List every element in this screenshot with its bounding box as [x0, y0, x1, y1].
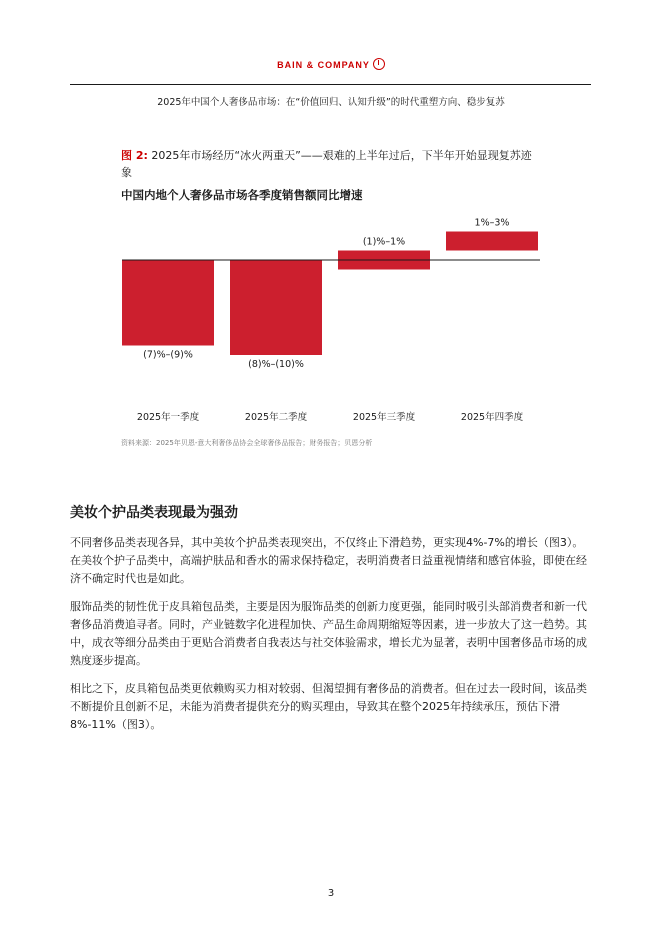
bar-value-label-2: (8)%–(10)%	[248, 359, 304, 370]
figure-caption-text: 2025年市场经历“冰火两重天”——艰难的上半年过后，下半年开始显现复苏迹象	[121, 149, 532, 179]
paragraph-apparel: 服饰品类的韧性优于皮具箱包品类，主要是因为服饰品类的创新力度更强，能同时吸引头部消费者和新一代奢侈品消费追寻者。同时，产业链数字化进程加快、产品生命周期缩短等因素，进一步放大了这一趋势。其中，成衣等细分品类由于更贴合消费者自我表达与社交体验需求，增长尤为显著，表明中国奢侈品市场的成熟度逐步提高。	[70, 600, 587, 667]
paragraph-leather-goods: 相比之下，皮具箱包品类更依赖购买力相对较弱、但渴望拥有奢侈品的消费者。但在过去一段时间，该品类不断提价且创新不足，未能为消费者提供充分的购买理由，导致其在整个2025年持续承压，预估下滑8%-11%（图3）。	[70, 682, 587, 731]
bar-2	[230, 260, 322, 355]
figure-label: 图 2:	[121, 149, 148, 162]
brand-name: BAIN & COMPANY	[277, 60, 370, 70]
running-title: 2025年中国个人奢侈品市场：在“价值回归、认知升级”的时代重塑方向、稳步复苏	[157, 97, 505, 108]
page-number: 3	[327, 888, 335, 899]
bar-value-label-4: 1%–3%	[474, 217, 510, 229]
category-label-3: 2025年三季度	[352, 412, 416, 423]
bar-1	[122, 260, 214, 346]
chart-source: 资料来源：2025年贝恩-意大利奢侈品协会全球奢侈品报告；财务报告；贝恩分析	[121, 439, 373, 447]
quarterly-growth-chart	[110, 212, 560, 432]
section-heading: 美妆个护品类表现最为强劲	[70, 505, 238, 521]
bar-4	[446, 232, 538, 251]
brand-logo	[0, 58, 662, 70]
figure-caption	[121, 147, 541, 181]
bar-value-label-1: (7)%–(9)%	[143, 349, 193, 361]
category-label-1: 2025年一季度	[136, 412, 200, 423]
chart-title: 中国内地个人奢侈品市场各季度销售额同比增速	[121, 188, 363, 202]
brand-mark-icon	[373, 58, 385, 70]
category-label-4: 2025年四季度	[460, 412, 524, 423]
paragraph-beauty: 不同奢侈品类表现各异，其中美妆个护品类表现突出，不仅终止下滑趋势，更实现4%-7%的增长（图3）。在美妆个护子品类中，高端护肤品和香水的需求保持稳定，表明消费者日益重视情绪和感官体验，即使在经济不确定时代也是如此。	[70, 536, 587, 585]
category-label-2: 2025年二季度	[244, 412, 308, 423]
header-divider	[70, 84, 591, 85]
bar-value-label-3: (1)%–1%	[362, 236, 406, 248]
